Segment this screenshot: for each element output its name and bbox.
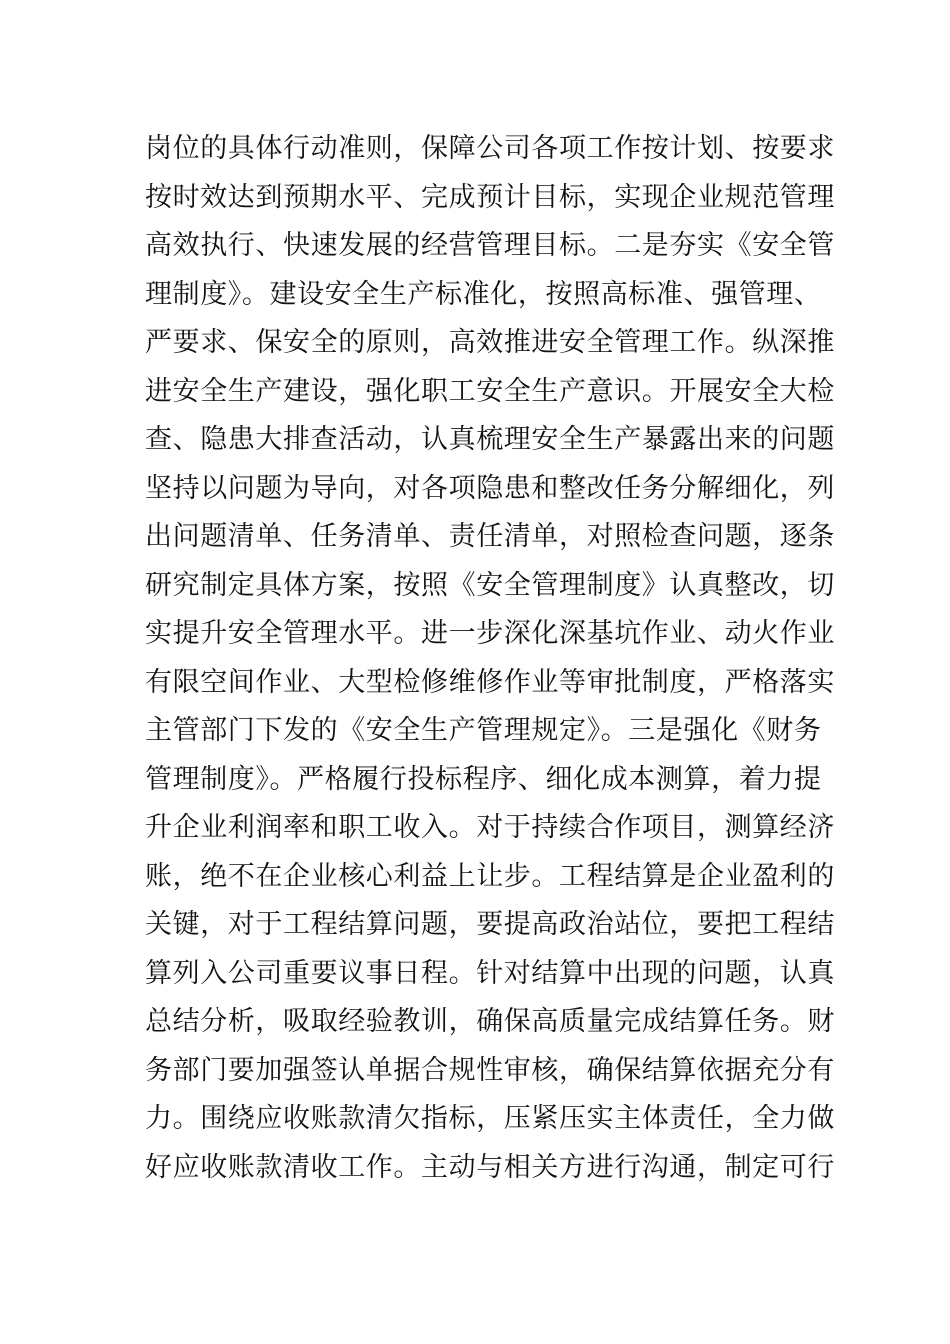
text-line-3: 高效执行、快速发展的经营管理目标。二是夯实《安全管 [145, 230, 835, 261]
text-line-17: 关键，对于工程结算问题，要提高政治站位，要把工程结 [145, 909, 835, 940]
text-line-22: 好应收账款清收工作。主动与相关方进行沟通，制定可行 [145, 1151, 835, 1183]
text-line-14: 管理制度》。严格履行投标程序、细化成本测算，着力提 [145, 763, 822, 795]
text-line-2: 按时效达到预期水平、完成预计目标，实现企业规范管理 [145, 181, 835, 213]
text-line-15: 升企业利润率和职工收入。对于持续合作项目，测算经济 [145, 812, 835, 843]
text-line-6: 进安全生产建设，强化职工安全生产意识。开展安全大检 [145, 375, 835, 407]
text-line-11: 实提升安全管理水平。进一步深化深基坑作业、动火作业 [145, 618, 835, 649]
text-line-13: 主管部门下发的《安全生产管理规定》。三是强化《财务 [145, 715, 822, 746]
text-line-18: 算列入公司重要议事日程。针对结算中出现的问题，认真 [145, 957, 835, 989]
text-line-1: 岗位的具体行动准则，保障公司各项工作按计划、按要求 [145, 133, 835, 164]
text-line-10: 研究制定具体方案，按照《安全管理制度》认真整改，切 [145, 569, 835, 601]
text-line-16: 账，绝不在企业核心利益上让步。工程结算是企业盈利的 [145, 860, 835, 892]
text-line-9: 出问题清单、任务清单、责任清单，对照检查问题，逐条 [145, 521, 835, 552]
body-paragraph [145, 125, 835, 1192]
text-line-12: 有限空间作业、大型检修维修作业等审批制度，严格落实 [145, 666, 835, 698]
text-line-4: 理制度》。建设安全生产标准化，按照高标准、强管理、 [145, 278, 822, 310]
text-line-8: 坚持以问题为导向，对各项隐患和整改任务分解细化，列 [145, 472, 835, 504]
text-line-5: 严要求、保安全的原则，高效推进安全管理工作。纵深推 [145, 327, 835, 358]
text-line-21: 力。围绕应收账款清欠指标，压紧压实主体责任，全力做 [145, 1103, 835, 1134]
text-line-7: 查、隐患大排查活动，认真梳理安全生产暴露出来的问题 [145, 424, 835, 455]
text-line-19: 总结分析，吸取经验教训，确保高质量完成结算任务。财 [145, 1006, 835, 1037]
text-line-20: 务部门要加强签认单据合规性审核，确保结算依据充分有 [145, 1054, 835, 1086]
